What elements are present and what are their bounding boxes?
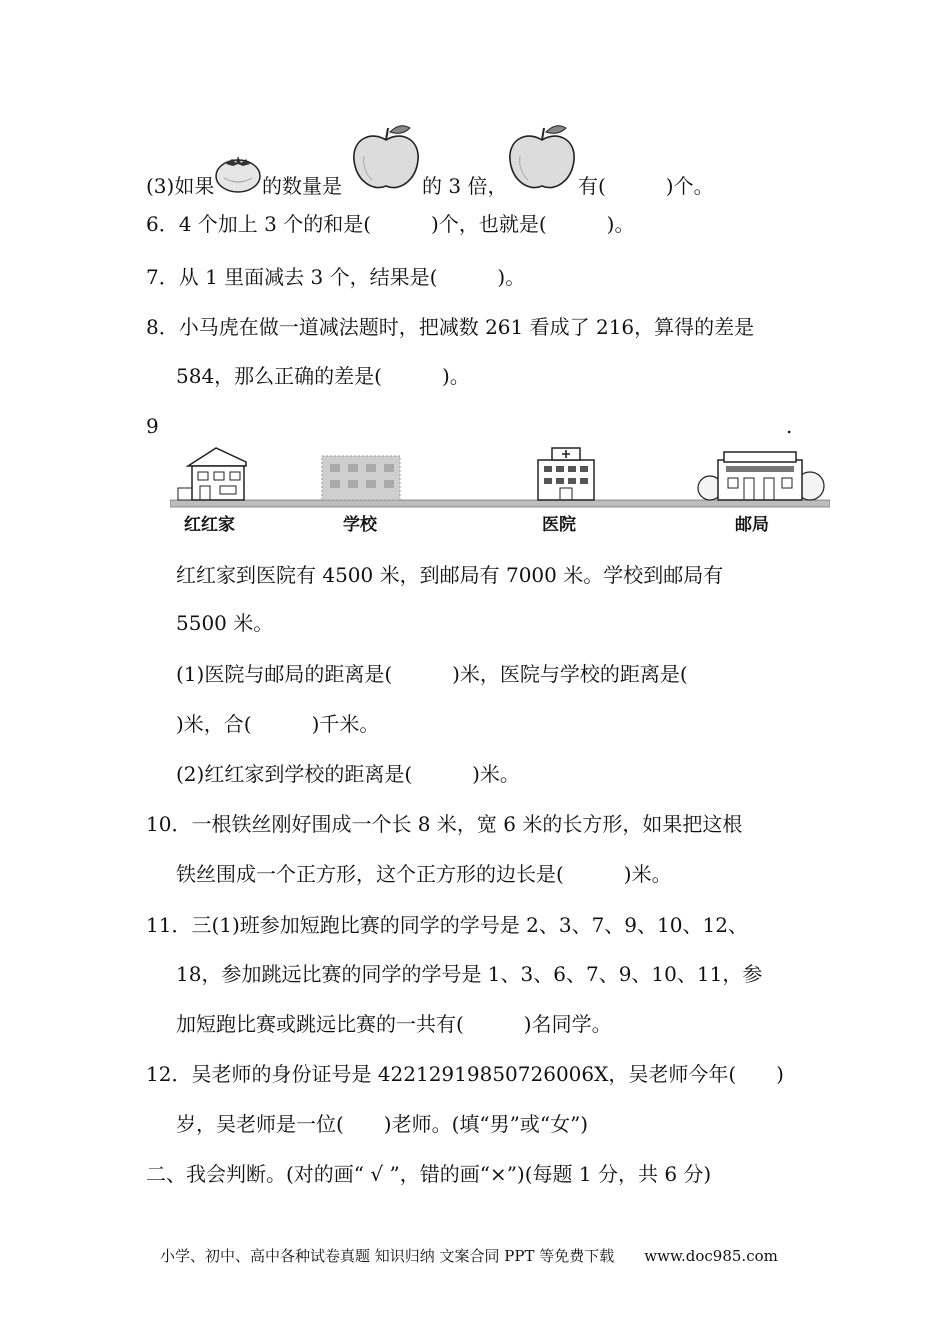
section-2-heading: 二、我会判断。(对的画“ √ ”，错的画“×”)(每题 1 分，共 6 分) [146,1162,712,1186]
question-10-line-1: 10．一根铁丝刚好围成一个长 8 米，宽 6 米的长方形，如果把这根 [146,812,743,836]
place-label-home: 红红家 [184,515,235,535]
q5-part3-prefix: (3)如果 [146,174,215,198]
tomato-icon [214,150,262,194]
question-11-line-3: 加短跑比赛或跳远比赛的一共有( )名同学。 [176,1012,612,1036]
place-label-hospital: 医院 [542,515,576,535]
route-diagram [170,440,830,512]
question-11-line-2: 18，参加跳远比赛的同学的学号是 1、3、6、7、9、10、11，参 [176,962,763,986]
school-icon [322,456,400,500]
question-12-line-2: 岁，吴老师是一位( )老师。(填“男”或“女”) [176,1112,589,1136]
house-icon [178,448,246,500]
apple-icon [350,122,422,194]
q5-part3-answer: 有( )个。 [578,174,714,198]
question-10-line-2: 铁丝围成一个正方形，这个正方形的边长是( )米。 [176,862,672,886]
page-footer: 小学、初中、高中各种试卷真题 知识归纳 文案合同 PPT 等免费下载 www.doc985.com [160,1247,778,1265]
question-9-text-2: 5500 米。 [176,611,274,635]
question-9-dot: . [786,414,793,438]
q5-part3-times: 的 3 倍， [422,174,508,198]
question-9-text-1: 红红家到医院有 4500 米，到邮局有 7000 米。学校到邮局有 [176,563,724,587]
apple-icon [506,122,578,194]
place-label-post-office: 邮局 [735,515,769,535]
question-6: 6．4 个加上 3 个的和是( )个，也就是( )。 [146,212,635,236]
hospital-icon [538,448,594,500]
question-8-line-2: 584，那么正确的差是( )。 [176,364,470,388]
q5-part3-middle: 的数量是 [262,174,342,198]
question-9-number: 9 [146,414,159,438]
question-8-line-1: 8．小马虎在做一道减法题时，把减数 261 看成了 216，算得的差是 [146,315,755,339]
question-9-part-1a: (1)医院与邮局的距离是( )米，医院与学校的距离是( [176,662,688,686]
place-label-school: 学校 [343,515,377,535]
question-11-line-1: 11．三(1)班参加短跑比赛的同学的学号是 2、3、7、9、10、12、 [146,913,748,937]
question-9-part-1b: )米，合( )千米。 [176,712,380,736]
question-9-part-2: (2)红红家到学校的距离是( )米。 [176,762,520,786]
post-office-icon [698,452,824,500]
question-7: 7．从 1 里面减去 3 个，结果是( )。 [146,265,526,289]
road-line [170,500,830,507]
question-12-line-1: 12．吴老师的身份证号是 42212919850726006X，吴老师今年( ) [146,1062,784,1086]
